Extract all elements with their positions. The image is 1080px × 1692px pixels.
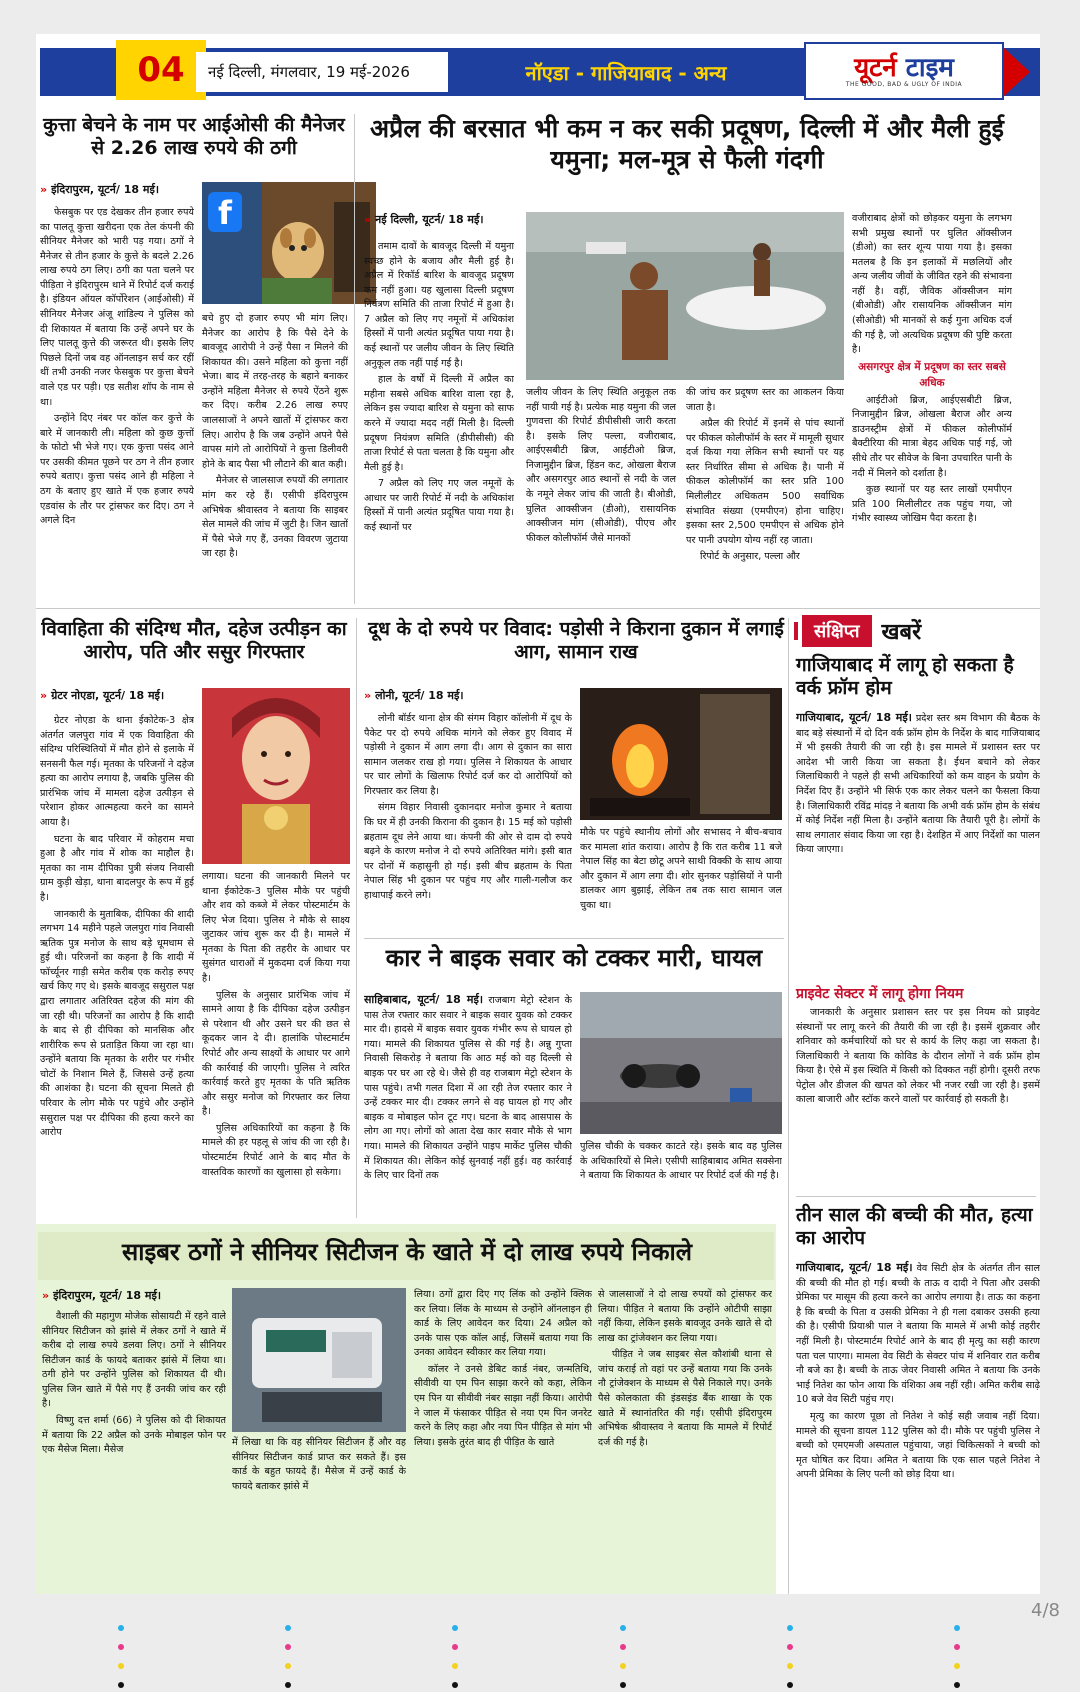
pvt-para: जानकारी के अनुसार प्रशासन स्तर पर इस नियम को प्राइवेट संस्थानों पर लागू करने की तैयारी की जा रही है। इसमें शुक्रवार और शनिवार को कर्मचारियों को घर से कार्य के लिए कहा जा सकता है। जिलाधिकारी ने बताया कि कोविड के दौरान लोगों ने वर्क फ्रॉम होम किया है। ऐसे में इस स्थिति में किसी को दिक्कत नहीं होगी। दूसरी तरफ पेट्रोल और डीजल की खपत को लेकर भी नजर रखी जा रही है। इसमें काला बाजारी और स्टॉक करने वालों पर कार्रवाई हो सकती है।	[796, 1007, 1040, 1106]
dateline: नई दिल्ली, मंगलवार, 19 मई-2026	[196, 52, 448, 92]
yamuna-col-3	[686, 386, 844, 600]
row-divider	[36, 608, 1040, 609]
yamuna-para-5: की जांच कर प्रदूषण स्तर का आकलन किया जाता है।	[686, 387, 844, 413]
cyber-para-4: लिया। ठगों द्वारा दिए गए लिंक को उन्होंने क्लिक कर लिया। लिंक के माध्यम से उन्होंने ऑनलाइन ही कार्ड के लिए आवेदन कर दिया। 24 अप्रैल को उनके पास एक कॉल आई, जिसमें बताया गया कि उनका आवेदन स्वीकार कर लिया गया।	[414, 1289, 592, 1359]
cyber-col-4	[598, 1288, 772, 1590]
brief-label: संक्षिप्त	[802, 615, 872, 647]
yamuna-col-1	[364, 240, 514, 600]
logo-tagline: THE GOOD, BAD & UGLY OF INDIA	[845, 80, 963, 88]
cyber-col-3	[414, 1288, 592, 1590]
dog-col-1	[40, 206, 194, 598]
dowry-headline: विवाहिता की संदिग्ध मौत, दहेज उत्पीड़न का आरोप, पति और ससुर गिरफ्तार	[41, 618, 347, 664]
yamuna-para-6: अप्रैल की रिपोर्ट में इनमें से पांच स्थानों पर फीकल कोलीफॉर्म के स्तर में मामूली सुधार दर्ज किया गया लेकिन सभी स्थानों पर यह स्तर निर्धारित सीमा से अधिक है। पानी में फीकल कोलीफॉर्म का स्तर प्रति 100 मिलीलीटर अधिकतम 500 सर्वाधिक संभावित संख्या (एमपीएन) होना चाहिए। इसका स्तर 2,500 एमपीएन से अधिक होने पर पानी उपयोग योग्य नहीं रह जाता।	[686, 418, 844, 546]
wfh-byline: गाजियाबाद, यूटर्न/ 18 मई।	[796, 711, 912, 724]
car-para-1: राजबाग मेट्रो स्टेशन के पास तेज रफ्तार कार सवार ने बाइक सवार युवक को टक्कर मार दी। हादसे में बाइक सवार युवक गंभीर रूप से घायल हो गया। मामले की शिकायत पुलिस से की गई है। अन्नु गुप्ता निवासी सिकरोड़ ने बताया कि आठ मई को वह दिल्ली से बाइक पर घर आ रहे थे। जैसे ही वह राजबाग मेट्रो स्टेशन के पास पहुंचे। तभी गलत दिशा में आ रही तेज रफ्तार कार ने उन्हें टक्कर मार दी। टक्कर लगने से वह घायल हो गए और बाइक व मोबाइल फोन टूट गए। घटना के बाद आसपास के लोग आ गए। लोगों को आता देख कार सवार मौके से भाग गया। मामले की शिकायत उन्होंने पाइप मार्केट पुलिस चौकी में शिकायत की। लेकिन कोई सुनवाई नहीं हुई। वह कार्रवाई के लिए चार दिनों तक	[364, 995, 572, 1182]
newspaper-logo	[804, 42, 1004, 100]
dog-byline: » इंदिरापुरम, यूटर्न/ 18 मई।	[40, 183, 160, 196]
yamuna-para-2: हाल के वर्षों में दिल्ली में अप्रैल का महीना सबसे अधिक बारिश वाला रहा है, लेकिन इस ज्यादा बारिश से यमुना को साफ करने में ज्यादा मदद नहीं मिली है। दिल्ली प्रदूषण नियंत्रण समिति (डीपीसीसी) की ताजा रिपोर्ट से पता चलता है कि यमुना और मैली हुई है।	[364, 374, 514, 473]
dowry-para-5: पुलिस के अनुसार प्रारंभिक जांच में सामने आया है कि दीपिका दहेज उत्पीड़न से परेशान थी और उसने घर की छत से कूदकर जान दे दी। हालांकि पोस्टमार्टम रिपोर्ट और अन्य साक्ष्यों के आधार पर आगे की कार्रवाई की जाएगी। पुलिस ने त्वरित कार्रवाई करते हुए मृतका के पति ऋतिक और ससुर मनोज को गिरफ्तार कर लिया है।	[202, 989, 350, 1118]
car-col-2	[580, 1140, 782, 1218]
yamuna-para-7: रिपोर्ट के अनुसार, पल्ला और	[700, 551, 800, 563]
yamuna-para-3: 7 अप्रैल को लिए गए जल नमूनों के आधार पर जारी रिपोर्ट में नदी के अधिकांश हिस्सों में पानी अत्यंत प्रदूषित पाया गया है। कई स्थानों पर	[364, 478, 514, 533]
dowry-col-2	[202, 870, 350, 1214]
reg-dots	[786, 1616, 792, 1622]
yamuna-para-10: कुछ स्थानों पर यह स्तर लाखों एमपीएन प्रति 100 मिलीलीटर तक पहुंच गया, जो गंभीर स्वास्थ्य जोखिम पैदा करता है।	[852, 484, 1012, 525]
row-divider	[364, 938, 784, 939]
pvt-body	[796, 1006, 1040, 1194]
page-number-badge: 04	[116, 40, 206, 100]
page-indicator: 4/8	[1031, 1600, 1060, 1621]
car-headline: कार ने बाइक सवार को टक्कर मारी, घायल	[385, 944, 763, 972]
car-byline: साहिबाबाद, यूटर्न/ 18 मई।	[364, 993, 484, 1006]
dog-para-4: मैनेजर से जालसाज रुपयों की लगातार मांग कर रहे हैं। एसीपी इंदिरापुरम अभिषेक श्रीवास्तव ने बताया कि साइबर सेल मामले की जांच में जुटी है। जिन खातों में पैसे भेजे गए हैं, उनका विवरण जुटाया जा रहा है।	[202, 475, 348, 560]
yamuna-para-9: आईटीओ ब्रिज, आईएसबीटी ब्रिज, निजामुद्दीन ब्रिज, ओखला बैराज और अन्य डाउनस्ट्रीम क्षेत्रों में फीकल कोलीफॉर्म बैक्टीरिया की मात्रा बेहद अधिक पाई गई, जो सीधे तौर पर सीवेज के बिना उपचारित पानी के नदी में मिलने को दर्शाता है।	[852, 394, 1012, 479]
column-divider	[356, 618, 357, 1218]
section-name: नॉएडा - गाजियाबाद - अन्य	[525, 60, 727, 85]
yamuna-col-2	[526, 386, 676, 600]
logo-arrow-icon	[1004, 48, 1030, 96]
cyber-para-3: में लिखा था कि वह सीनियर सिटीजन हैं और वह सीनियर सिटीजन कार्ड प्राप्त कर सकते हैं। इस कार्ड के बहुत फायदे हैं। मैसेज में उन्हें कार्ड के फायदे बताकर झांसे में	[232, 1437, 406, 1492]
yamuna-subhead: असगरपुर क्षेत्र में प्रदूषण का स्तर सबसे अधिक	[858, 360, 1006, 389]
yamuna-col-4	[852, 212, 1012, 602]
registration-marks	[36, 1616, 1040, 1622]
dowry-para-1: ग्रेटर नोएडा के थाना ईकोटेक-3 क्षेत्र अंतर्गत जलपुरा गांव में एक विवाहिता की संदिग्ध परिस्थितियों में मौत होने से इलाके में सनसनी फैल गई। मृतका के परिजनों ने दहेज हत्या का आरोप लगाया है, जबकि पुलिस की प्रारंभिक जांच में मामला दहेज उत्पीड़न से परेशान होकर आत्महत्या करने का सामने आया है।	[40, 715, 194, 829]
wfh-headline: गाजियाबाद में लागू हो सकता है वर्क फ्रॉम होम	[796, 654, 1014, 700]
milk-headline: दूध के दो रुपये पर विवाद: पड़ोसी ने किराना दुकान में लगाई आग, सामान राख	[368, 618, 784, 664]
reg-dots	[451, 1616, 457, 1622]
yamuna-byline: » नई दिल्ली, यूटर्न/ 18 मई।	[364, 213, 484, 226]
child-para-2: मृत्यु का कारण पूछा तो नितेश ने कोई सही जवाब नहीं दिया। मामले की सूचना डायल 112 पुलिस को दी। मौके पर पहुंची पुलिस ने बच्ची को एमएमजी अस्पताल पहुंचाया, जहां चिकित्सकों ने बच्ची को मृत घोषित कर दिया। अमित ने बताया कि एक साल पहले नितेश ने अपनी प्रेमिका के लिए पत्नी को छोड़ दिया था।	[796, 1410, 1040, 1481]
cyber-headline: साइबर ठगों ने सीनियर सिटीजन के खाते में दो लाख रुपये निकाले	[122, 1238, 692, 1266]
cyber-col-2	[232, 1436, 406, 1590]
wfh-para: प्रदेश स्तर श्रम विभाग की बैठक के बाद बड़े संस्थानों में दो दिन वर्क फ्रॉम होम के निर्देश के बाद गाजियाबाद में भी इसकी तैयारी की जा रही है। इस मामले में प्रशासन स्तर पर आदेश भी जारी किया जा सकता है। ईंधन बचाने को लेकर जिलाधिकारी ने पहले ही सभी अधिकारियों को कम वाहन के प्रयोग के निर्देश दिए हैं। उन्होंने भी सिर्फ एक कार लेकर चलने का फैसला किया है। जिलाधिकारी रविंद्र मांदड़ ने बताया कि अभी वर्क फ्रॉम होम के संबंध में कोई निर्देश नहीं मिला है। उन्होंने बताया कि तैयारी पूरी है। लोगों के साथ लगातार संवाद किया जा रहा है। देशहित में आए निर्देशों का पालन किया जाएगा।	[796, 713, 1040, 856]
milk-para-2: संगम विहार निवासी दुकानदार मनोज कुमार ने बताया कि घर में ही उनकी किराना की दुकान है। 15 मई को पड़ोसी ब्रहताम दूध लेने आया था। कंपनी की ओर से दाम दो रुपये बढ़ने के कारण मनोज ने दो रुपये अतिरिक्त मांगे। इसी बात पर दोनों में कहासुनी हो गई। इसी बीच ब्रहताम के पिता नेपाल सिंह भी दुकान पर पहुंच गए और गाली-गलौज कर हाथापाई करने लगे।	[364, 802, 572, 901]
column-divider	[354, 114, 355, 604]
reg-dots	[284, 1616, 290, 1622]
yamuna-para-4: जलीय जीवन के लिए स्थिति अनुकूल तक नहीं पायी गई है। प्रत्येक माह यमुना की जल गुणवत्ता की रिपोर्ट डीपीसीसी जारी करता है। इसके लिए पल्ला, वजीराबाद, आईएसबीटी ब्रिज, आईटीओ ब्रिज, निजामुद्दीन ब्रिज, हिंडन कट, ओखला बैराज और असगरपुर आठ स्थानों से नदी के जल के नमूने लेकर जांच की जाती है। बीओडी, घुलित आक्सीजन (डीओ), रासायनिक आक्सीजन मांग (सीओडी), पीएच और फीकल कोलीफॉर्म जैसे मानकों	[526, 387, 676, 544]
milk-para-3: मौके पर पहुंचे स्थानीय लोगों और सभासद ने बीच-बचाव कर मामला शांत कराया। आरोप है कि रात करीब 11 बजे नेपाल सिंह का बेटा छोटू अपने साथी विक्की के साथ आया और दुकान में आग लगा दी। शोर सुनकर पड़ोसियों ने पानी डालकर आग बुझाई, लेकिन तब तक सारा सामान जल चुका था।	[580, 827, 782, 911]
reg-dots	[117, 1616, 123, 1622]
child-headline: तीन साल की बच्ची की मौत, हत्या का आरोप	[796, 1204, 1033, 1250]
yamuna-byline-text: नई दिल्ली, यूटर्न/ 18 मई।	[375, 213, 484, 226]
dog-para-2: उन्होंने दिए नंबर पर कॉल कर कुत्ते के बारे में जानकारी ली। महिला को कुछ कुत्तों के फोटो भी भेजे गए। एक कुत्ता पसंद आने पर उसकी कीमत पूछने पर ठग ने तीन हजार रुपये बताए। कुत्ता पसंद आने ही महिला ने ठग के बताए हुए खाते में एक हजार रुपये एडवांस के तौर पर ट्रांसफर कर दिए। ठग ने अगले दिन	[40, 413, 194, 527]
dog-byline-text: इंदिरापुरम, यूटर्न/ 18 मई।	[51, 183, 160, 196]
dowry-para-2: घटना के बाद परिवार में कोहराम मचा हुआ है और गांव में शोक का माहौल है। मृतका का नाम दीपिका पुत्री संजय निवासी ग्राम कुड़ी खेड़ा, थाना बादलपुर के रूप में हुई है।	[40, 833, 194, 903]
reg-dots	[619, 1616, 625, 1622]
bride-photo	[202, 688, 350, 864]
fire-photo	[580, 688, 782, 820]
cyber-para-7: पीड़ित ने जब साइबर सेल कौशांबी थाना से जांच कराई तो वहां पर उन्हें बताया गया कि उनके नौ ट्रांजेक्शन के माध्यम से पैसे निकाले गए। उनके पैसे कोलकाता की इंडसइंड बैंक शाखा के एक खाते में स्थानांतरित की गई। एसीपी इंदिरापुरम अभिषेक श्रीवास्तव ने बताया कि मामले में रिपोर्ट दर्ज की गई है।	[598, 1349, 772, 1448]
dog-headline: कुत्ता बेचने के नाम पर आईओसी की मैनेजर से 2.26 लाख रुपये की ठगी	[43, 114, 345, 160]
pvt-subhead: प्राइवेट सेक्टर में लागू होगा नियम	[796, 986, 964, 1002]
dog-para-3: बचे हुए दो हजार रुपए भी मांग लिए। मैनेजर का आरोप है कि पैसे देने के बावजूद आरोपी ने उन्हें पैसा न मिलने की शिकायत की। उसने महिला को कुत्ता नहीं भेजा। बाद में तरह-तरह के बहाने बनाकर उन्होंने महिला मैनेजर से रुपये ऐंठने शुरू कर दिए। करीब 2.26 लाख रुपए जालसाजों ने अपने खातों में ट्रांसफर करा लिए। आरोप है कि जब उन्होंने अपने पैसे वापस मांगे तो आरोपियों ने कुत्ता डिलीवरी होने के बाद पैसा भी लौटाने की बात कही।	[202, 313, 348, 470]
dowry-byline-text: ग्रेटर नोएडा, यूटर्न/ 18 मई।	[51, 689, 165, 702]
dowry-byline: » ग्रेटर नोएडा, यूटर्न/ 18 मई।	[40, 689, 165, 702]
milk-byline-text: लोनी, यूटर्न/ 18 मई।	[375, 689, 464, 702]
brief-news-header	[794, 614, 1040, 648]
dog-para-1: फेसबुक पर एड देखकर तीन हजार रुपये का पालतू कुत्ता खरीदना एक तेल कंपनी की सीनियर मैनेजर को भारी पड़ गया। ठगों ने मैनेजर से तीन हजार के कुत्ते के बदले 2.26 लाख रुपये ठग लिए। ठगी का पता चलने पर पीड़िता ने इंदिरापुरम थाने में रिपोर्ट दर्ज कराई है। इंडियन ऑयल कॉर्पोरेशन (आईओसी) में सीनियर मैनेजर अंजू शांडिल्य ने पुलिस को दी शिकायत में बताया कि उन्हें अपने घर के लिए पालतू कुत्ते की जरूरत थी। इसके लिए पिछले दिनों जब वह ऑनलाइन सर्च कर रहीं थीं तभी उनकी नजर फेसबुक पर कुत्ता बेचने वाले एड पर पड़ी। एड सतीश शॉप के नाम से था।	[40, 207, 194, 408]
dowry-para-3: जानकारी के मुताबिक, दीपिका की शादी लगभग 14 महीने पहले जलपुरा गांव निवासी ऋतिक पुत्र मनोज के साथ बड़े धूमधाम से हुई थी। परिजनों का कहना है कि शादी में फॉर्च्यूनर गाड़ी समेत करीब एक करोड़ रुपए खर्च किए गए थे। इसके बावजूद ससुराल पक्ष द्वारा लगातार अतिरिक्त दहेज की मांग की जा रही थी। परिजनों का आरोप है कि शादी के बाद से ही दीपिका को मानसिक और शारीरिक रूप से प्रताड़ित किया जा रहा था। उन्होंने बताया कि मृतका के शरीर पर गंभीर चोटों के निशान मिले हैं, जिससे उन्हें हत्या की आशंका है। घटना की सूचना मिलते ही परिवार के लोग मौके पर पहुंचे और उन्होंने ससुराल पक्ष पर दीपिका की हत्या करने का आरोप	[40, 908, 194, 1139]
child-byline: गाजियाबाद, यूटर्न/ 18 मई।	[796, 1261, 913, 1274]
svg-text:f: f	[218, 194, 232, 232]
cyber-para-1: वैशाली की महागुण मोजेक सोसायटी में रहने वाले सीनियर सिटीजन को झांसे में लेकर ठगों ने खाते में करीब दो लाख रुपये डलवा लिए। ठगों ने सीनियर सिटीजन कार्ड के फायदे बताकर झांसे में लिया था। ठगी होने पर उन्होंने पुलिस को शिकायत दी थी। पुलिस जिन खाते में पैसे गए हैं उनकी जांच कर रही है।	[42, 1311, 226, 1410]
yamuna-para-8: वजीराबाद क्षेत्रों को छोड़कर यमुना के लगभग सभी प्रमुख स्थानों पर घुलित ऑक्सीजन (डीओ) का स्तर शून्य पाया गया है। इसका मतलब है कि इन इलाकों में मछलियों और अन्य जलीय जीवों के जीवित रहने की संभावना नहीं है। वहीं, जैविक ऑक्सीजन मांग (बीओडी) और रासायनिक ऑक्सीजन मांग (सीओडी) भी मानकों से कई गुना अधिक दर्ज की गई है, जो अत्यधिक प्रदूषण की पुष्टि करता है।	[852, 213, 1012, 356]
car-col-1	[364, 992, 572, 1218]
dowry-para-6: पुलिस अधिकारियों का कहना है कि मामले की हर पहलू से जांच की जा रही है। पोस्टमार्टम रिपोर्ट आने के बाद मौत के वास्तविक कारणों का खुलासा हो सकेगा।	[202, 1122, 350, 1178]
row-divider	[796, 1196, 1036, 1197]
brief-label-2: खबरें	[881, 620, 922, 645]
cyber-para-5: कॉलर ने उनसे डेबिट कार्ड नंबर, जन्मतिथि, सीवीवी या एम पिन साझा करने को कहा, लेकिन एम पिन या सीवीवी नंबर साझा नहीं किया। आरोपी ने जाल में फंसाकर पीड़ित से नया एम पिन जनरेट करने के लिए कहा और नया पिन पीड़ित से मांग भी लिया। इसके तुरंत बाद ही पीड़ित के खाते	[414, 1363, 592, 1448]
cyber-byline: » इंदिरापुरम, यूटर्न/ 18 मई।	[42, 1289, 162, 1302]
card-machine-photo	[232, 1288, 406, 1432]
logo-word-1: यूटर्न	[854, 52, 897, 83]
reg-dots	[953, 1616, 959, 1622]
dowry-col-1	[40, 714, 194, 1214]
cyber-para-2: विष्णु दत्त शर्मा (66) ने पुलिस को दी शिकायत में बताया कि 22 अप्रैल को उनके मोबाइल फोन पर एक मैसेज मिला। मैसेज	[42, 1415, 226, 1456]
child-para-1: वेव सिटी क्षेत्र के अंतर्गत तीन साल की बच्ची की मौत हो गई। बच्ची के ताऊ व दादी ने पिता और उसकी प्रेमिका पर मासूम की हत्या करने का आरोप लगाया है। ताऊ का कहना है कि बच्ची के पिता व उसकी प्रेमिका ने ही गला दबाकर उसकी हत्या की है। एसीपी प्रियाश्री पाल ने बताया कि मामले में अभी कोई तहरीर नहीं मिली है। पोस्टमार्टम रिपोर्ट आने के बाद ही मृत्यु का सही कारण पता चल पाएगा। मामला वेव सिटी के सेक्टर पांच में शनिवार रात करीब नौ बजे का है। बच्ची के ताऊ जेवर निवासी अमित ने बताया कि उनके भाई नितेश का फोन आया कि वंशिका अब नहीं रही। अमित करीब साढ़े 10 बजे वेव सिटी पहुंच गए।	[796, 1263, 1040, 1406]
dowry-para-4: लगाया। घटना की जानकारी मिलने पर थाना ईकोटेक-3 पुलिस मौके पर पहुंची और शव को कब्जे में लेकर पोस्टमार्टम के लिए भेज दिया। पुलिस ने मौके से साक्ष्य जुटाकर जांच शुरू कर दी है। मामले में मृतका के पिता की तहरीर के आधार पर सुसंगत धाराओं में मुकदमा दर्ज किया गया है।	[202, 871, 350, 985]
yamuna-headline: अप्रैल की बरसात भी कम न कर सकी प्रदूषण, दिल्ली में और मैली हुई यमुना; मल-मूत्र से फैली गंदगी	[370, 114, 1004, 174]
milk-para-1: लोनी बॉर्डर थाना क्षेत्र की संगम विहार कॉलोनी में दूध के पैकेट पर दो रुपये अधिक मांगने को लेकर हुए विवाद में पड़ोसी ने दुकान में आग लगा दी। आग से दुकान का सारा सामान जलकर राख हो गया। पुलिस ने शिकायत के आधार पर चार लोगों के खिलाफ रिपोर्ट दर्ज कर दो आरोपियों को गिरफ्तार कर लिया है।	[364, 713, 572, 797]
brief-accent-bar	[794, 622, 798, 640]
yamuna-photo	[526, 212, 844, 380]
cyber-para-6: से जालसाजों ने दो लाख रुपयों को ट्रांसफर कर लिया। पीड़ित ने बताया कि उन्होंने ओटीपी साझा नहीं किया, लेकिन इसके बावजूद उनके खाते से दो लाख का ट्रांजेक्शन कर लिया गया।	[598, 1289, 772, 1344]
dog-photo	[202, 182, 376, 304]
child-body	[796, 1260, 1040, 1590]
column-divider	[788, 618, 789, 1594]
wfh-body	[796, 710, 1040, 980]
milk-byline: » लोनी, यूटर्न/ 18 मई।	[364, 689, 464, 702]
cyber-col-1	[42, 1310, 226, 1590]
newspaper-page	[36, 34, 1040, 1594]
car-para-2: पुलिस चौकी के चक्कर काटते रहे। इसके बाद वह पुलिस के अधिकारियों से मिले। एसीपी साहिबाबाद अमित सक्सेना ने बताया कि शिकायत के आधार पर रिपोर्ट दर्ज की गई है।	[580, 1141, 782, 1182]
accident-photo	[580, 992, 782, 1134]
yamuna-para-1: तमाम दावों के बावजूद दिल्ली में यमुना स्वच्छ होने के बजाय और मैली हुई है। अप्रैल में रिकॉर्ड बारिश के बावजूद प्रदूषण कम नहीं हुआ। यह खुलासा दिल्ली प्रदूषण नियंत्रण समिति की ताजा रिपोर्ट में हुआ है। 7 अप्रैल को लिए गए नमूनों में अधिकांश हिस्सों में पानी अत्यंत प्रदूषित पाया गया है। कई स्थानों पर जलीय जीवन के लिए स्थिति अनुकूल तक नहीं पाई गई है।	[364, 241, 514, 369]
logo-word-2: टाइम	[905, 52, 954, 83]
cyber-byline-text: इंदिरापुरम, यूटर्न/ 18 मई।	[53, 1289, 162, 1302]
dog-col-2	[202, 312, 348, 598]
